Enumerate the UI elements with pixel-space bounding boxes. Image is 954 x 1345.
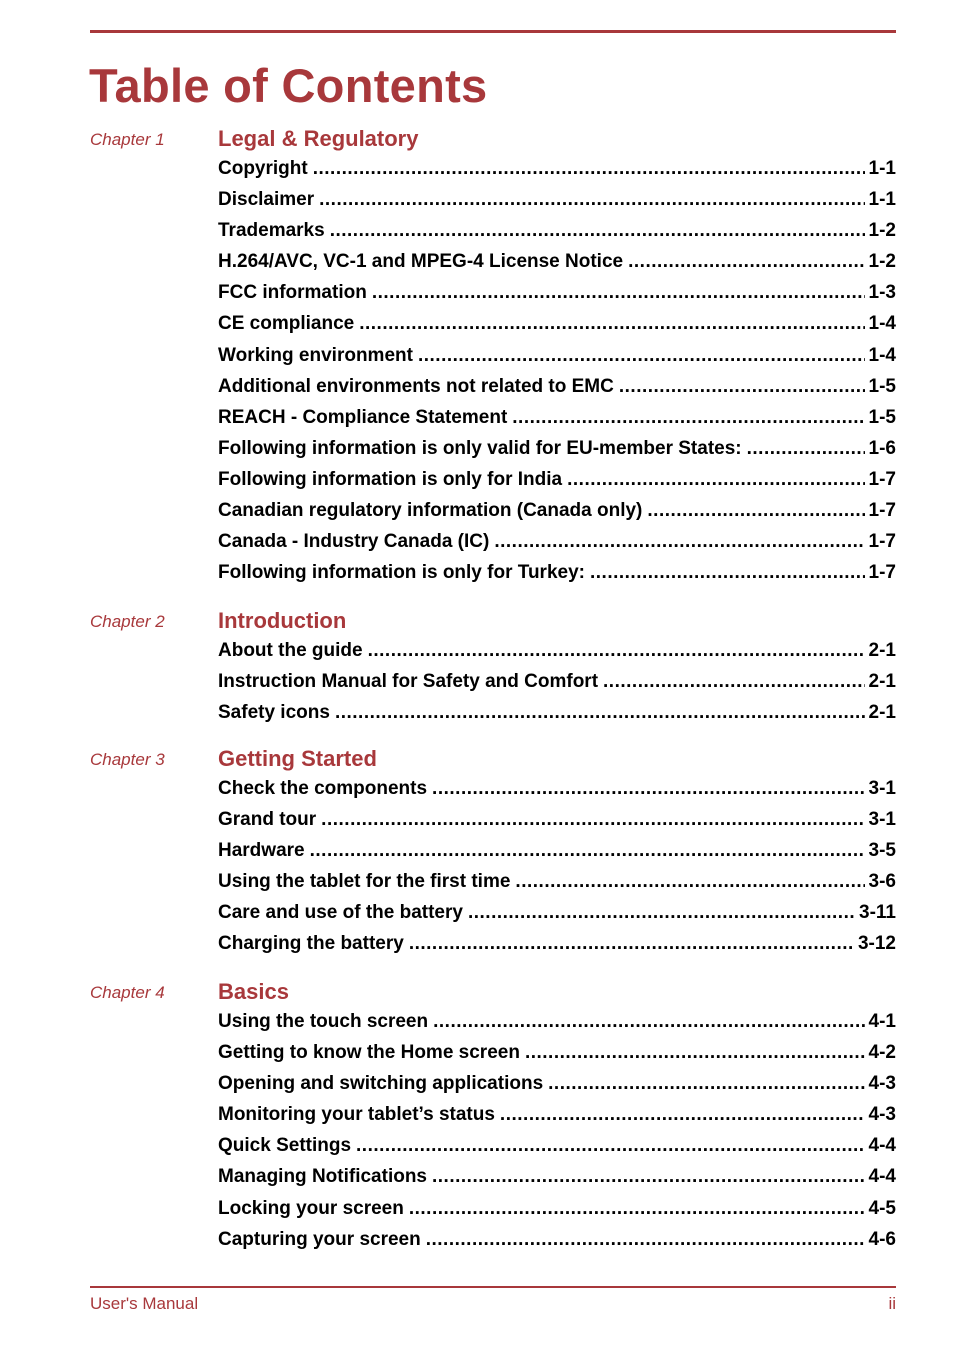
chapter-title-link[interactable]: Basics xyxy=(218,979,289,1004)
toc-page-number: 4-4 xyxy=(868,1135,896,1157)
toc-entry-title: H.264/AVC, VC-1 and MPEG-4 License Notice xyxy=(218,251,624,273)
toc-page-number: 4-4 xyxy=(868,1166,896,1188)
dot-leader xyxy=(368,640,865,662)
toc-page-number: 2-1 xyxy=(868,640,896,661)
footer-document-title: User's Manual xyxy=(90,1294,199,1313)
dot-leader xyxy=(310,840,865,862)
toc-entry-link[interactable] xyxy=(218,671,896,702)
toc-entry-link[interactable] xyxy=(218,1166,896,1197)
dot-leader xyxy=(494,531,864,553)
toc-page-number: 1-2 xyxy=(868,220,896,242)
dot-leader xyxy=(313,158,865,180)
toc-entry-link[interactable] xyxy=(218,562,896,593)
toc-entry-title: Following information is only for Turkey: xyxy=(218,562,585,584)
toc-page-number: 1-3 xyxy=(868,282,896,304)
toc-entry-title: Additional environments not related to EMC xyxy=(218,375,614,397)
toc-entry-title: Managing Notifications xyxy=(218,1166,427,1188)
dot-leader xyxy=(418,345,865,367)
dot-leader xyxy=(359,313,864,335)
toc-entry-list xyxy=(218,778,896,965)
toc-entry-title: Following information is only valid for EU-member States: xyxy=(218,437,742,459)
toc-entry-title: Charging the battery xyxy=(218,933,404,955)
toc-entry-title: Copyright xyxy=(218,158,308,179)
toc-entry-title: REACH - Compliance Statement xyxy=(218,406,508,428)
toc-entry-title: Safety icons xyxy=(218,702,330,724)
toc-entry-link[interactable] xyxy=(218,809,896,840)
dot-leader xyxy=(628,251,864,273)
dot-leader xyxy=(548,1073,864,1095)
toc-page-number: 1-1 xyxy=(868,189,896,211)
chapter-title-link[interactable]: Getting Started xyxy=(218,746,377,771)
toc-entry-link[interactable] xyxy=(218,902,896,933)
toc-page-number: 3-11 xyxy=(859,902,896,924)
toc-entry-link[interactable] xyxy=(218,1073,896,1104)
toc-entry-title: Hardware xyxy=(218,840,305,862)
toc-entry-title: Canada - Industry Canada (IC) xyxy=(218,531,490,553)
toc-entry-link[interactable] xyxy=(218,469,896,500)
dot-leader xyxy=(335,702,865,724)
toc-page-number: 3-1 xyxy=(868,809,896,831)
toc-page-number: 1-7 xyxy=(868,468,896,490)
toc-entry-title: Disclaimer xyxy=(218,189,315,211)
toc-entry-title: Trademarks xyxy=(218,220,325,242)
toc-entry-link[interactable] xyxy=(218,282,896,313)
toc-entry-title: Canadian regulatory information (Canada only) xyxy=(218,500,643,522)
toc-page-number: 3-6 xyxy=(868,871,896,893)
toc-page-number: 1-4 xyxy=(868,313,896,335)
toc-entry-link[interactable] xyxy=(218,376,896,407)
chapter-label: Chapter 1 xyxy=(90,130,165,149)
dot-leader xyxy=(372,282,865,304)
toc-entry-link[interactable] xyxy=(218,500,896,531)
chapter-label: Chapter 3 xyxy=(90,750,165,769)
toc-page-number: 1-2 xyxy=(868,251,896,273)
toc-entry-title: Locking your screen xyxy=(218,1197,404,1219)
toc-page-number: 4-5 xyxy=(868,1197,896,1219)
dot-leader xyxy=(515,871,864,893)
chapter-label: Chapter 2 xyxy=(90,612,165,631)
toc-page-number: 1-7 xyxy=(868,562,896,584)
toc-entry-title: Working environment xyxy=(218,344,413,366)
dot-leader xyxy=(432,778,864,800)
toc-entry-link[interactable] xyxy=(218,1135,896,1166)
dot-leader xyxy=(319,189,864,211)
toc-entry-title: Following information is only for India xyxy=(218,468,563,490)
toc-page-number: 4-6 xyxy=(868,1228,896,1250)
footer-page-number: ii xyxy=(888,1294,896,1313)
toc-page-number: 4-2 xyxy=(868,1042,896,1064)
dot-leader xyxy=(567,469,864,491)
toc-entry-title: Check the components xyxy=(218,778,428,799)
dot-leader xyxy=(409,1198,865,1220)
dot-leader xyxy=(500,1104,865,1126)
toc-entry-list xyxy=(218,640,896,733)
toc-entry-title: Opening and switching applications xyxy=(218,1073,544,1095)
toc-entry-link[interactable] xyxy=(218,407,896,438)
dot-leader xyxy=(433,1011,864,1033)
toc-page-number: 2-1 xyxy=(868,702,896,724)
toc-entry-link[interactable] xyxy=(218,1042,896,1073)
chapter-title-link[interactable]: Legal & Regulatory xyxy=(218,126,419,151)
toc-page-number: 1-4 xyxy=(868,344,896,366)
toc-entry-title: Care and use of the battery xyxy=(218,902,463,924)
toc-entry-title: Using the touch screen xyxy=(218,1011,429,1032)
toc-entry-title: Grand tour xyxy=(218,809,317,831)
bottom-rule xyxy=(90,1286,896,1288)
page-title: Table of Contents xyxy=(89,59,488,112)
toc-entry-link[interactable] xyxy=(218,313,896,344)
toc-page-number: 1-1 xyxy=(868,158,896,179)
toc-entry-link[interactable] xyxy=(218,531,896,562)
toc-entry-title: Capturing your screen xyxy=(218,1228,421,1250)
toc-entry-link[interactable] xyxy=(218,871,896,902)
toc-entry-link[interactable] xyxy=(218,778,896,809)
toc-entry-link[interactable] xyxy=(218,438,896,469)
dot-leader xyxy=(525,1042,865,1064)
toc-page-number: 1-7 xyxy=(868,531,896,553)
toc-page-number: 1-7 xyxy=(868,500,896,522)
toc-entry-link[interactable] xyxy=(218,640,896,671)
toc-entry-link[interactable] xyxy=(218,251,896,282)
toc-page-number: 1-6 xyxy=(868,437,896,459)
toc-entry-link[interactable] xyxy=(218,345,896,376)
toc-page-number: 4-1 xyxy=(868,1011,896,1032)
dot-leader xyxy=(356,1135,865,1157)
toc-entry-title: About the guide xyxy=(218,640,363,661)
toc-entry-link[interactable] xyxy=(218,220,896,251)
dot-leader xyxy=(330,220,865,242)
toc-entry-link[interactable] xyxy=(218,702,896,733)
toc-entry-link[interactable] xyxy=(218,1198,896,1229)
toc-page-number: 3-5 xyxy=(868,840,896,862)
toc-entry-title: Monitoring your tablet’s status xyxy=(218,1104,495,1126)
toc-page-number: 3-12 xyxy=(857,933,896,955)
dot-leader xyxy=(647,500,864,522)
toc-entry-link[interactable] xyxy=(218,1229,896,1260)
dot-leader xyxy=(409,933,854,955)
toc-entry-list xyxy=(218,158,896,593)
dot-leader xyxy=(603,671,865,693)
top-rule xyxy=(90,30,896,33)
toc-entry-link[interactable] xyxy=(218,1104,896,1135)
dot-leader xyxy=(426,1229,865,1251)
toc-entry-link[interactable] xyxy=(218,840,896,871)
dot-leader xyxy=(512,407,864,429)
toc-page-number: 2-1 xyxy=(868,671,896,693)
dot-leader xyxy=(747,438,865,460)
dot-leader xyxy=(321,809,864,831)
toc-entry-title: FCC information xyxy=(218,282,367,304)
toc-entry-title: Instruction Manual for Safety and Comfort xyxy=(218,671,599,693)
toc-entry-title: Quick Settings xyxy=(218,1135,352,1157)
toc-entry-title: Using the tablet for the first time xyxy=(218,871,511,893)
dot-leader xyxy=(432,1166,865,1188)
toc-entry-list xyxy=(218,1011,896,1260)
toc-entry-link[interactable] xyxy=(218,189,896,220)
toc-entry-title: Getting to know the Home screen xyxy=(218,1042,520,1064)
toc-entry-link[interactable] xyxy=(218,158,896,189)
toc-page-number: 4-3 xyxy=(868,1104,896,1126)
dot-leader xyxy=(590,562,865,584)
toc-entry-title: CE compliance xyxy=(218,313,355,335)
chapter-label: Chapter 4 xyxy=(90,983,165,1002)
toc-entry-link[interactable] xyxy=(218,1011,896,1042)
chapter-title-link[interactable]: Introduction xyxy=(218,608,347,633)
toc-page-number: 1-5 xyxy=(868,375,896,397)
toc-page-number: 1-5 xyxy=(868,406,896,428)
toc-entry-link[interactable] xyxy=(218,933,896,964)
toc-page-number: 3-1 xyxy=(868,778,896,799)
dot-leader xyxy=(619,376,865,398)
toc-page-number: 4-3 xyxy=(868,1073,896,1095)
dot-leader xyxy=(468,902,855,924)
